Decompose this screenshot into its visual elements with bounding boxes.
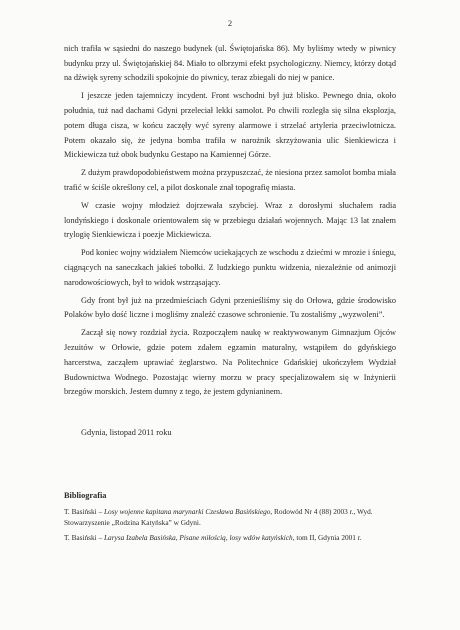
signoff: Gdynia, listopad 2011 roku (81, 427, 172, 437)
bibliography (64, 490, 396, 546)
entry-author: T. Basiński – (64, 506, 104, 516)
bibliography-entry (64, 506, 396, 529)
paragraph: Gdy front był już na przedmieściach Gdyni przenieśliśmy się do Orłowa, gdzie środowisko Polaków było dość liczne i mogliśmy znaleźć czasowe schronienie. Tu zostaliśmy „wyzwoleni”. (64, 295, 396, 320)
paragraph: Zaczął się nowy rozdział życia. Rozpocząłem naukę w reaktywowanym Gimnazjum Ojców Jezuitów w Orłowie, gdzie potem zdałem egzamin maturalny, wstąpiłem do gdyńskiego harcerstwa, zacząłem uprawiać żeglarstwo. Na Politechnice Gdańskiej ukończyłem Wydział Budownictwa Wodnego. Pozostając wierny morzu w pracy specjalizowałem się w Inżynierii brzegów morskich. Jestem dumny z tego, że jestem gdynianinem. (64, 328, 396, 397)
paragraph: Pod koniec wojny widziałem Niemców uciekających ze wschodu z dziećmi w mrozie i śniegu, ciągnących na saneczkach jakieś tobołki. Z ludzkiego punktu widzenia, niezależnie od animozji narodowościowych, był to widok wstrząsający. (64, 248, 396, 287)
entry-details: , tom II, Gdynia 2001 r. (292, 532, 362, 542)
paragraph: I jeszcze jeden tajemniczy incydent. Front wschodni był już blisko. Pewnego dnia, około południa, tuż nad dachami Gdyni przeleciał lekki samolot. Po chwili rozległa się silna eksplozja, potem długa cisza, w końcu zaczęły wyć syreny alarmowe i strzelać artyleria przeciwlotnicza. Potem okazało się, że jedyna bomba trafiła w narożnik skrzyżowania ulic Sienkiewicza i Mickiewicza tuż obok budynku Gestapo na Kamiennej Górze. (64, 91, 396, 160)
entry-author: T. Basiński – (64, 532, 104, 542)
paragraph: nich trafiła w sąsiedni do naszego budynek (ul. Świętojańska 86). My byliśmy wtedy w piwnicy budynku przy ul. Świętojańskiej 84. Miało to olbrzymi efekt psychologiczny. Niemcy, którzy dotąd na dźwięk syreny schodzili spokojnie do piwnicy, teraz zbiegali do niej w panice. (64, 44, 396, 83)
page-number: 2 (227, 18, 233, 28)
bibliography-title: Bibliografia (64, 491, 107, 500)
entry-title: Losy wojenne kapitana marynarki Czesława Basińskiego (104, 506, 271, 516)
bibliography-entry (64, 532, 396, 544)
entry-title: Larysa Izabela Basińska, Pisane miłością, losy wdów katyńskich (104, 532, 293, 542)
paragraph: Z dużym prawdopodobieństwem można przypuszczać, że niesiona przez samolot bomba miała trafić w ściśle określony cel, a pilot doskonale znał topografię miasta. (64, 168, 396, 192)
entry-details: , Rodowód Nr 4 (88) 2003 r., Wyd. Stowarzyszenie „Rodzina Katyńska” w Gdyni. (64, 506, 373, 527)
paragraph: W czasie wojny młodzież dojrzewała szybciej. Wraz z dorosłymi słuchałem radia londyńskiego i doskonale orientowałem się w przebiegu działań wojennych. Mając 13 lat znałem trylogię Sienkiewicza i poezje Mickiewicza. (64, 200, 396, 240)
body-text (64, 42, 396, 444)
